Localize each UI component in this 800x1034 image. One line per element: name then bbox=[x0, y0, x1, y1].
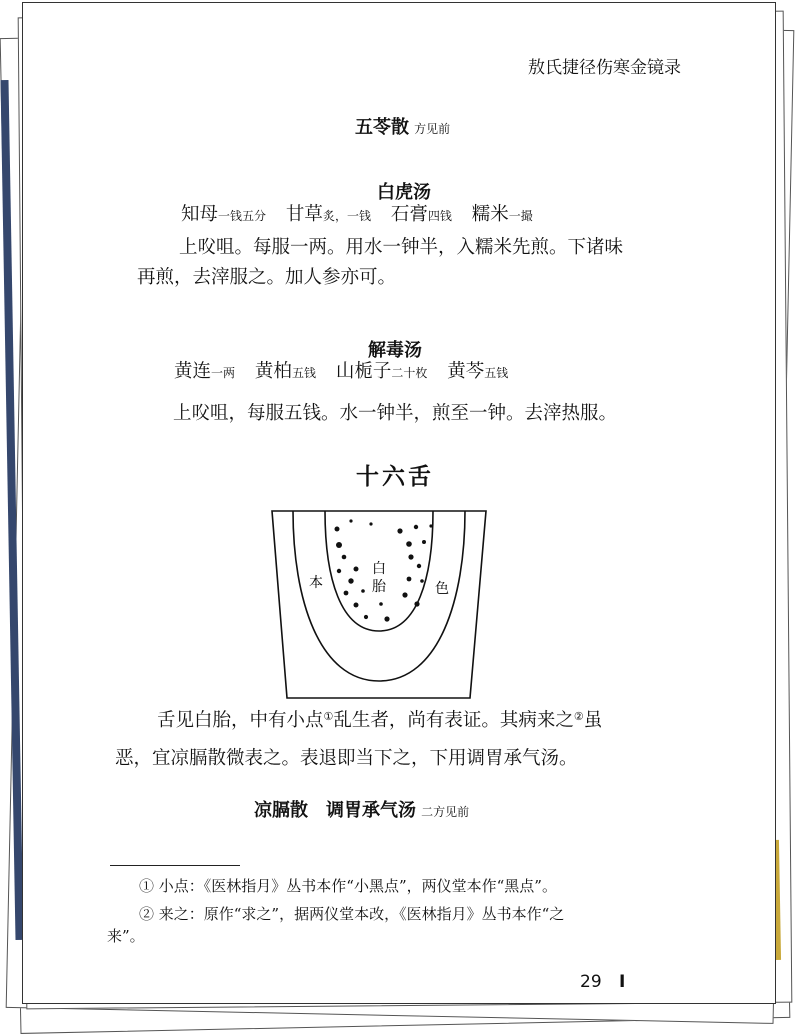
footnote-2-line1: ② 来之：原作“求之”，据两仪堂本改，《医林指月》丛书本作“之 bbox=[139, 905, 565, 923]
herb-dose: 一钱五分 bbox=[218, 209, 267, 223]
tongue-label-center-2: 胎 bbox=[372, 579, 386, 595]
wuling-title: 五苓散 bbox=[355, 117, 409, 138]
tongue-description-line2: 恶，宜凉膈散微表之。表退即当下之，下用调胃承气汤。 bbox=[115, 748, 578, 769]
herb-dose: 五钱 bbox=[291, 366, 316, 380]
jiedu-text-line1: 上㕮咀，每服五钱。水一钟半，煎至一钟。去滓热服。 bbox=[173, 403, 618, 424]
footnote-divider bbox=[110, 865, 240, 866]
formulas-note: 二方见前 bbox=[421, 805, 470, 819]
herb-dose: 五钱 bbox=[484, 366, 509, 380]
herb-name: 山栀子 bbox=[335, 361, 392, 382]
footnote-ref-2: ② bbox=[573, 710, 584, 723]
tongue-label-left: 本 bbox=[309, 575, 323, 591]
page-mark: I bbox=[619, 972, 626, 992]
formulas-title: 凉膈散 调胃承气汤 bbox=[254, 800, 416, 821]
herb-name: 糯米 bbox=[471, 204, 509, 225]
baihu-herb-list bbox=[181, 200, 533, 226]
description-text: 舌见白胎，中有小点 bbox=[157, 710, 324, 731]
herb-name: 知母 bbox=[181, 204, 219, 225]
herb-dose: 炙，一钱 bbox=[322, 209, 371, 223]
baihu-text-line2: 再煎，去滓服之。加人参亦可。 bbox=[137, 267, 397, 288]
herb-dose: 四钱 bbox=[427, 209, 452, 223]
herb-name: 甘草 bbox=[285, 204, 323, 225]
tongue-outline bbox=[272, 511, 486, 698]
tongue-label-right: 色 bbox=[435, 581, 449, 597]
tongue-diagram bbox=[269, 509, 491, 699]
baihu-text-line1: 上㕮咀。每服一两。用水一钟半，入糯米先煎。下诸味 bbox=[179, 237, 624, 258]
footnote-2-line2: 来”。 bbox=[107, 927, 145, 945]
baihu-title: 白虎汤 bbox=[377, 182, 431, 203]
description-text: 虽 bbox=[583, 710, 603, 731]
herb-dose: 一撮 bbox=[508, 209, 533, 223]
tongue-title: 十六舌 bbox=[356, 463, 434, 490]
herb-name: 黄连 bbox=[174, 361, 212, 382]
formulas-reference bbox=[254, 796, 469, 822]
book-page bbox=[22, 2, 776, 1004]
jiedu-title: 解毒汤 bbox=[368, 340, 422, 361]
herb-name: 黄柏 bbox=[254, 361, 292, 382]
footnote-1: ① 小点：《医林指月》丛书本作“小黑点”，两仪堂本作“黑点”。 bbox=[139, 877, 557, 895]
herb-name: 黄芩 bbox=[447, 361, 485, 382]
tongue-label-center-1: 白 bbox=[372, 561, 386, 577]
running-header: 敖氏捷径伤寒金镜录 bbox=[528, 58, 681, 78]
wuling-heading bbox=[355, 113, 450, 139]
wuling-note: 方见前 bbox=[414, 122, 451, 136]
tongue-description-line1 bbox=[157, 706, 602, 732]
footnote-ref-1: ① bbox=[323, 710, 334, 723]
page-number: 29 bbox=[580, 972, 602, 992]
herb-name: 石膏 bbox=[390, 204, 428, 225]
herb-dose: 一两 bbox=[211, 366, 236, 380]
herb-dose: 二十枚 bbox=[391, 366, 428, 380]
description-text: 乱生者，尚有表证。其病来之 bbox=[333, 710, 574, 731]
jiedu-herb-list bbox=[174, 357, 508, 383]
